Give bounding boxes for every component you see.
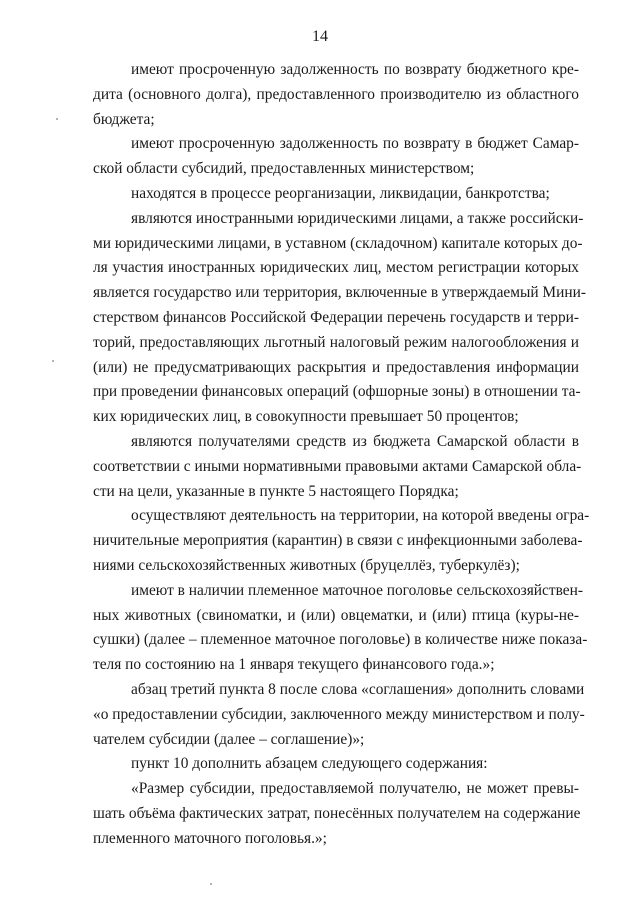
text-line: сушки) (далее – племенное маточное поголовье) в количестве ниже показа- bbox=[93, 631, 588, 649]
text-line: ской области субсидий, предоставленных министерством; bbox=[93, 160, 475, 178]
text-line: племенного маточного поголовья.»; bbox=[93, 829, 327, 847]
text-line: шать объёма фактических затрат, понесённых получателем на содержание bbox=[93, 804, 581, 822]
scan-speck bbox=[210, 883, 212, 885]
text-line: находятся в процессе реорганизации, ликвидации, банкротства; bbox=[131, 184, 550, 202]
document-body bbox=[93, 58, 590, 852]
text-line: (или) не предусматривающих раскрытия и предоставления информации bbox=[93, 358, 579, 376]
text-line: являются получателями средств из бюджета Самарской области в bbox=[131, 432, 579, 450]
text-line: ниями сельскохозяйственных животных (бруцеллёз, туберкулёз); bbox=[93, 556, 520, 574]
text-line: бюджета; bbox=[93, 110, 155, 128]
text-line: «Размер субсидии, предоставляемой получателю, не может превы- bbox=[131, 780, 579, 798]
text-line: осуществляют деятельность на территории, на которой введены огра- bbox=[131, 507, 590, 525]
text-line: теля по состоянию на 1 января текущего финансового года.»; bbox=[93, 656, 495, 674]
text-line: ничительные мероприятия (карантин) в связи с инфекционными заболева- bbox=[93, 532, 583, 550]
scan-speck bbox=[56, 118, 58, 120]
text-line: при проведении финансовых операций (офшорные зоны) в отношении та- bbox=[93, 383, 581, 401]
text-line: чателем субсидии (далее – соглашение)»; bbox=[93, 730, 365, 748]
text-line: имеют просроченную задолженность по возврату в бюджет Самар- bbox=[131, 135, 579, 153]
text-line: «о предоставлении субсидии, заключенного между министерством и полу- bbox=[93, 705, 585, 723]
page-number: 14 bbox=[312, 28, 328, 45]
text-line: соответствии с иными нормативными правовыми актами Самарской обла- bbox=[93, 457, 582, 475]
text-line: торий, предоставляющих льготный налоговый режим налогообложения и bbox=[93, 333, 579, 351]
text-line: дита (основного долга), предоставленного производителю из областного bbox=[93, 85, 579, 103]
text-line: ля участия иностранных юридических лиц, местом регистрации которых bbox=[93, 259, 579, 277]
text-line: пункт 10 дополнить абзацем следующего содержания: bbox=[131, 755, 488, 773]
text-line: ных животных (свиноматки, и (или) овцематки, и (или) птица (куры-не- bbox=[93, 606, 579, 624]
text-line: стерством финансов Российской Федерации перечень государств и терри- bbox=[93, 308, 579, 326]
text-line: имеют просроченную задолженность по возврату бюджетного кре- bbox=[131, 61, 579, 78]
text-line: является государство или территория, включенные в утверждаемый Мини- bbox=[93, 284, 586, 302]
scan-speck bbox=[52, 360, 54, 362]
text-line: абзац третий пункта 8 после слова «соглашения» дополнить словами bbox=[131, 680, 585, 698]
text-line: имеют в наличии племенное маточное поголовье сельскохозяйствен- bbox=[131, 581, 583, 599]
text-line: сти на цели, указанные в пункте 5 настоящего Порядка; bbox=[93, 482, 459, 500]
text-line: ми юридическими лицами, в уставном (складочном) капитале которых до- bbox=[93, 234, 583, 252]
text-line: являются иностранными юридическими лицами, а также российски- bbox=[131, 209, 584, 227]
text-line: ких юридических лиц, в совокупности превышает 50 процентов; bbox=[93, 408, 519, 426]
